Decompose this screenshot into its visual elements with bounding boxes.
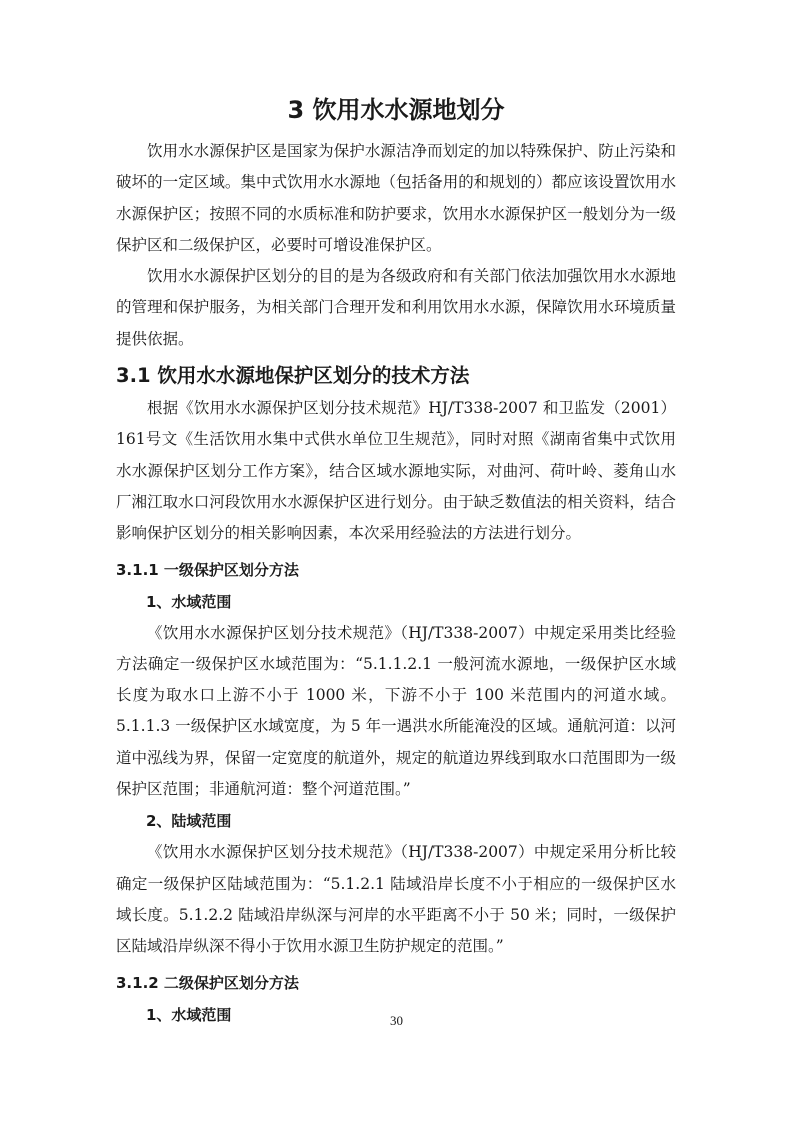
secondary-water-area-heading: 1、水域范围 — [146, 1005, 232, 1024]
section-3-1-2-title: 3.1.2 二级保护区划分方法 — [116, 973, 299, 992]
land-area-paragraph: 《饮用水水源保护区划分技术规范》（HJ/T338-2007）中规定采用分析比较确定一级保护区陆域范围为：“5.1.2.1 陆域沿岸长度不小于相应的一级保护区水域长度。5.1.2.2 陆域沿岸纵深与河岸的水平距离不小于 50 米；同时，一级保护区陆域沿岸纵深不得小于饮用水源卫生防护规定的范围。” — [116, 843, 676, 956]
section-3-1-title: 3.1 饮用水水源地保护区划分的技术方法 — [116, 364, 470, 388]
page-content — [116, 90, 676, 1031]
intro-paragraph-2: 饮用水水源保护区划分的目的是为各级政府和有关部门依法加强饮用水水源地的管理和保护服务，为相关部门合理开发和利用饮用水水源，保障饮用水环境质量提供依据。 — [116, 267, 676, 348]
section-3-1-1-title: 3.1.1 一级保护区划分方法 — [116, 560, 299, 579]
chapter-title: 3 饮用水水源地划分 — [287, 96, 505, 124]
land-area-heading: 2、陆域范围 — [146, 812, 232, 831]
intro-paragraph-1: 饮用水水源保护区是国家为保护水源洁净而划定的加以特殊保护、防止污染和破坏的一定区域。集中式饮用水水源地（包括备用的和规划的）都应该设置饮用水水源保护区；按照不同的水质标准和防护要求，饮用水水源保护区一般划分为一级保护区和二级保护区，必要时可增设准保护区。 — [116, 142, 676, 254]
page-number: 30 — [390, 1013, 403, 1028]
water-area-heading: 1、水域范围 — [146, 592, 232, 611]
section-3-1-paragraph: 根据《饮用水水源保护区划分技术规范》HJ/T338-2007 和卫监发（2001）161号文《生活饮用水集中式供水单位卫生规范》，同时对照《湖南省集中式饮用水水源保护区划分工作方案》，结合区域水源地实际，对曲河、荷叶岭、菱角山水厂湘江取水口河段饮用水水源保护区进行划分。由于缺乏数值法的相关资料，结合影响保护区划分的相关影响因素，本次采用经验法的方法进行划分。 — [116, 399, 676, 543]
water-area-paragraph: 《饮用水水源保护区划分技术规范》（HJ/T338-2007）中规定采用类比经验方法确定一级保护区水域范围为：“5.1.1.2.1 一般河流水源地，一级保护区水域长度为取水口上游不小于 1000 米，下游不小于 100 米范围内的河道水域。5.1.1.3 一级保护区水域宽度，为 5 年一遇洪水所能淹没的区域。通航河道：以河道中泓线为界，保留一定宽度的航道外，规定的航道边界线到取水口范围即为一级保护区范围；非通航河道：整个河道范围。” — [116, 623, 676, 799]
